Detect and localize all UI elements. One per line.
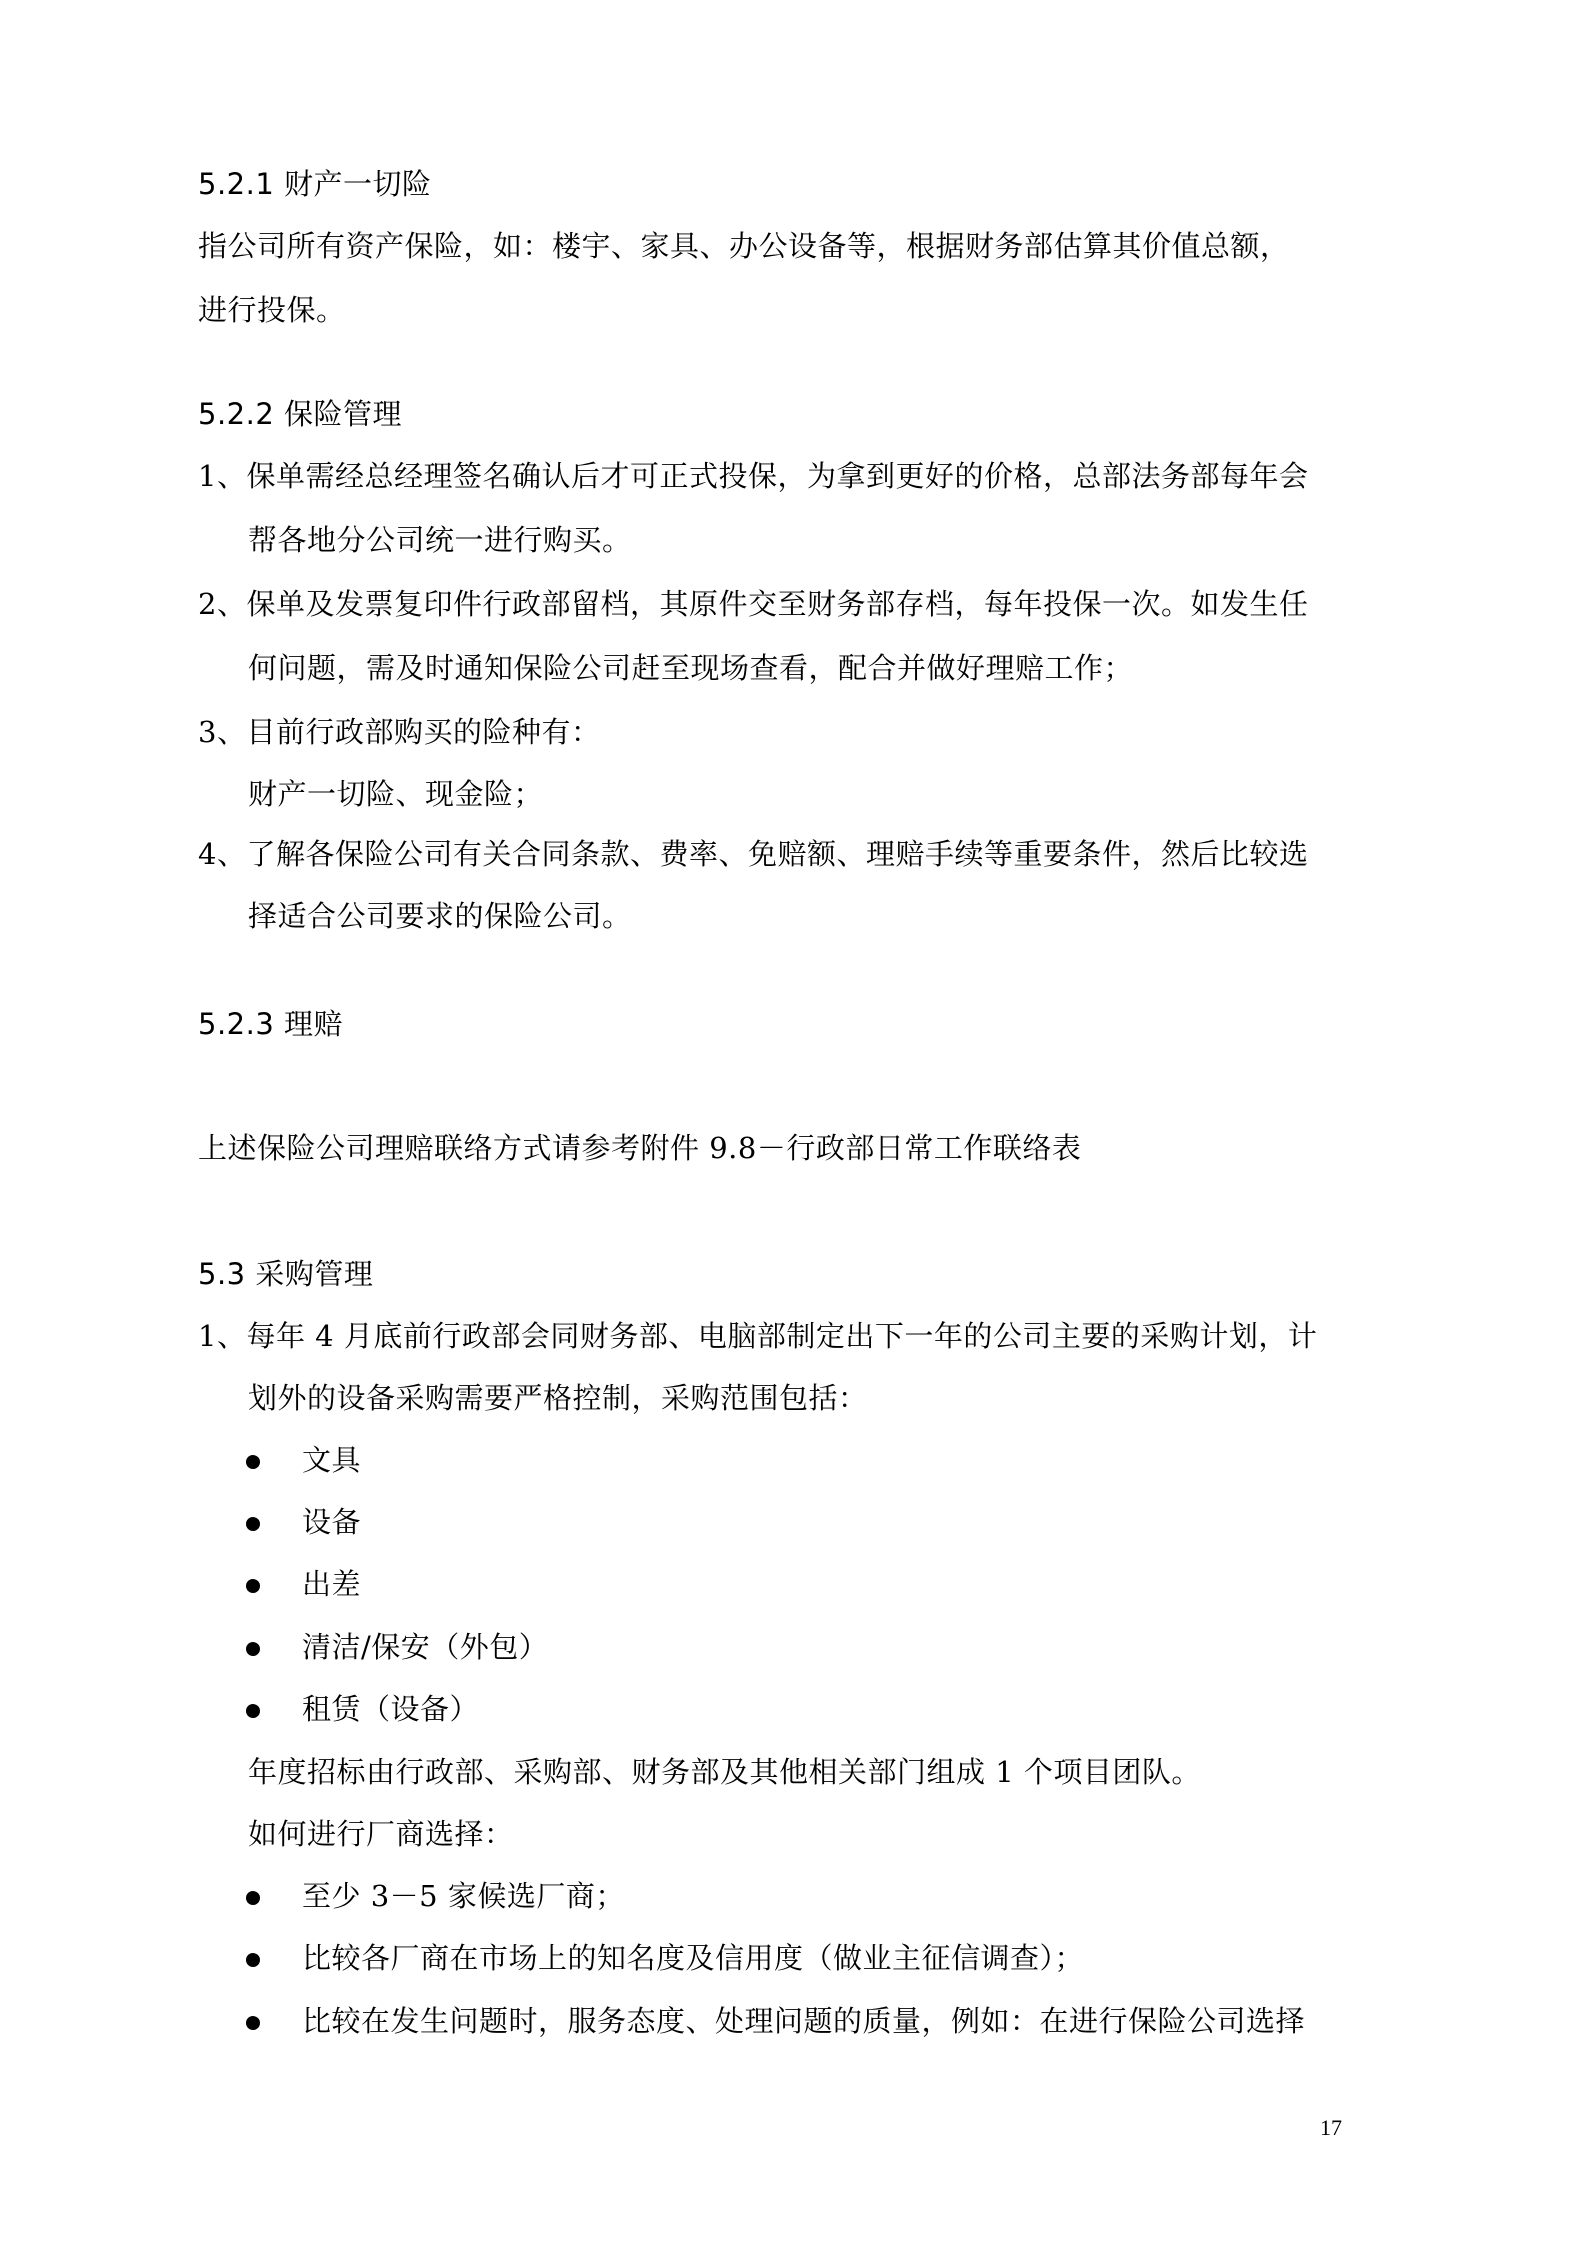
heading-5-2-3: 5.2.3 理赔 — [198, 1007, 344, 1041]
paragraph-line: 上述保险公司理赔联络方式请参考附件 9.8－行政部日常工作联络表 — [198, 1131, 1082, 1165]
paragraph-line: 进行投保。 — [198, 293, 346, 327]
heading-5-2-1: 5.2.1 财产一切险 — [198, 167, 432, 201]
numbered-item-3: 3、目前行政部购买的险种有： — [198, 715, 601, 749]
heading-5-3: 5.3 采购管理 — [198, 1257, 374, 1291]
bullet-icon — [246, 1704, 260, 1718]
numbered-item-1: 1、每年 4 月底前行政部会同财务部、电脑部制定出下一年的公司主要的采购计划，计 — [198, 1319, 1318, 1353]
numbered-item-1-continuation: 帮各地分公司统一进行购买。 — [248, 523, 632, 557]
list-item: 比较在发生问题时，服务态度、处理问题的质量，例如：在进行保险公司选择 — [302, 2004, 1306, 2038]
bullet-icon — [246, 1579, 260, 1593]
heading-5-2-2: 5.2.2 保险管理 — [198, 397, 403, 431]
numbered-item-2: 2、保单及发票复印件行政部留档，其原件交至财务部存档，每年投保一次。如发生任 — [198, 587, 1309, 621]
numbered-item-3-continuation: 财产一切险、现金险； — [248, 777, 544, 811]
numbered-item-4: 4、了解各保险公司有关合同条款、费率、免赔额、理赔手续等重要条件，然后比较选 — [198, 837, 1309, 871]
bullet-icon — [246, 1455, 260, 1469]
list-item: 比较各厂商在市场上的知名度及信用度（做业主征信调查）； — [302, 1941, 1085, 1975]
paragraph-line: 指公司所有资产保险，如：楼宇、家具、办公设备等，根据财务部估算其价值总额， — [198, 229, 1290, 263]
list-item: 清洁/保安（外包） — [302, 1630, 549, 1664]
page-number: 17 — [1320, 2115, 1342, 2140]
list-item: 至少 3－5 家候选厂商； — [302, 1879, 625, 1913]
bullet-icon — [246, 1953, 260, 1967]
bullet-icon — [246, 1517, 260, 1531]
numbered-item-2-continuation: 何问题，需及时通知保险公司赶至现场查看，配合并做好理赔工作； — [248, 651, 1134, 685]
bullet-icon — [246, 2016, 260, 2030]
bullet-icon — [246, 1891, 260, 1905]
list-item: 出差 — [302, 1567, 362, 1601]
bullet-icon — [246, 1642, 260, 1656]
paragraph-line: 如何进行厂商选择： — [248, 1817, 514, 1851]
list-item: 文具 — [302, 1443, 362, 1477]
paragraph-line: 年度招标由行政部、采购部、财务部及其他相关部门组成 1 个项目团队。 — [248, 1755, 1201, 1789]
list-item: 租赁（设备） — [302, 1692, 480, 1726]
list-item: 设备 — [302, 1505, 362, 1539]
numbered-item-4-continuation: 择适合公司要求的保险公司。 — [248, 899, 632, 933]
numbered-item-1: 1、保单需经总经理签名确认后才可正式投保，为拿到更好的价格，总部法务部每年会 — [198, 459, 1309, 493]
numbered-item-1-continuation: 划外的设备采购需要严格控制，采购范围包括： — [248, 1381, 868, 1415]
